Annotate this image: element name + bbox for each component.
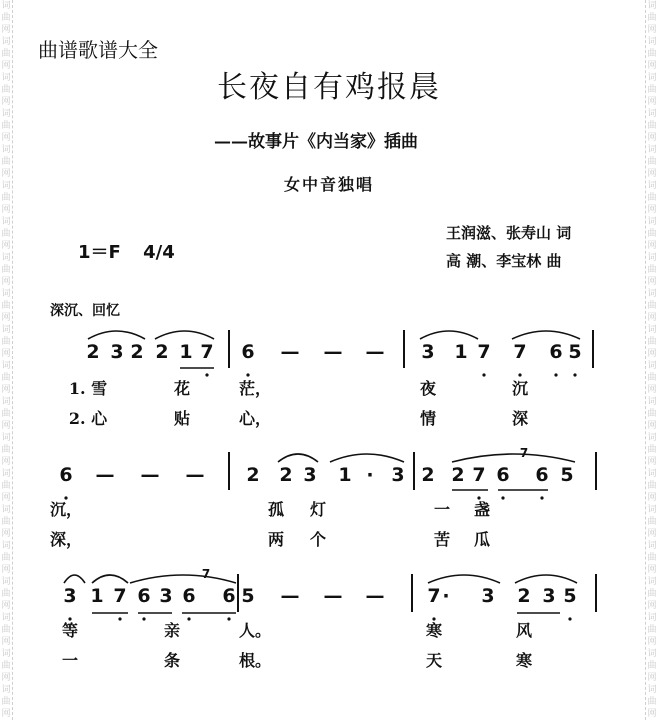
slur <box>88 331 145 339</box>
note: 3 <box>481 585 495 607</box>
note: 3 <box>542 585 556 607</box>
composer-credit: 高 潮、李宝林 曲 <box>446 252 562 270</box>
low-octave-dot <box>68 617 71 620</box>
lyric-verse-2: 天 <box>425 651 443 670</box>
note: 1 <box>90 585 104 607</box>
lyric-verse-1: 寒 <box>425 621 443 640</box>
lyric-verse-2: 2. 心 <box>68 409 108 428</box>
lyric-verse-1: 沉 <box>511 379 529 398</box>
note: 7 <box>472 464 486 486</box>
lyric-verse-2: 情 <box>419 409 437 428</box>
low-octave-dot <box>554 373 557 376</box>
slur <box>330 454 404 462</box>
lyric-verse-1: 茫， <box>238 379 272 398</box>
low-octave-dot <box>227 617 230 620</box>
note: 7 <box>513 341 527 363</box>
note: 2 <box>246 464 260 486</box>
low-octave-dot <box>518 373 521 376</box>
slur <box>515 575 577 583</box>
lyric-verse-1: 夜 <box>419 379 437 398</box>
slur <box>278 454 318 462</box>
note: 2 <box>421 464 435 486</box>
note: 7 <box>427 585 441 607</box>
note: 2 <box>451 464 465 486</box>
low-octave-dot <box>142 617 145 620</box>
note: 1 <box>179 341 193 363</box>
note: 3 <box>391 464 405 486</box>
lyric-verse-2: 苦 <box>433 530 451 549</box>
watermark-left: 词曲网词曲网词曲网词曲网词曲网词曲网词曲网词曲网词曲网词曲网词曲网词曲网词曲网词曲网词曲网词曲网词曲网词曲网词曲网词曲网 <box>0 0 13 720</box>
lyric-verse-1: 盏 <box>473 500 491 519</box>
grace-note: 7 <box>201 567 211 581</box>
note: 7 <box>113 585 127 607</box>
lyric-verse-2: 条 <box>163 651 181 670</box>
slur <box>92 575 128 583</box>
lyric-verse-1: 花 <box>173 379 191 398</box>
low-octave-dot <box>477 496 480 499</box>
low-octave-dot <box>501 496 504 499</box>
lyric-verse-1: 等 <box>61 621 79 640</box>
lyric-verse-2: 一 <box>61 651 79 670</box>
lyric-verse-1: 一 <box>433 500 451 519</box>
note: 3 <box>421 341 435 363</box>
note: · <box>366 464 374 486</box>
note: — <box>280 341 300 363</box>
note: 3 <box>110 341 124 363</box>
note: 6 <box>59 464 73 486</box>
song-title: 长夜自有鸡报晨 <box>217 70 441 105</box>
low-octave-dot <box>64 496 67 499</box>
low-octave-dot <box>432 617 435 620</box>
slur <box>420 331 478 339</box>
lyric-verse-2: 两 <box>267 530 285 549</box>
low-octave-dot <box>482 373 485 376</box>
note: · <box>442 585 450 607</box>
note: 2 <box>279 464 293 486</box>
slur <box>428 575 500 583</box>
lyric-verse-2: 瓜 <box>473 530 491 549</box>
lyricist-credit: 王润滋、张寿山 词 <box>446 224 572 242</box>
note: — <box>365 585 385 607</box>
low-octave-dot <box>246 373 249 376</box>
lyric-verse-1: 灯 <box>309 500 327 519</box>
voice-type: 女中音独唱 <box>283 175 374 194</box>
lyric-verse-1: 1. 雪 <box>68 379 108 398</box>
note: — <box>323 341 343 363</box>
lyric-verse-2: 个 <box>309 530 327 549</box>
note: 5 <box>563 585 577 607</box>
low-octave-dot <box>187 617 190 620</box>
tempo-marking: 深沉、回忆 <box>50 303 120 319</box>
lyric-verse-1: 孤 <box>267 500 285 519</box>
note: 7 <box>200 341 214 363</box>
lyric-verse-1: 人。 <box>238 621 272 640</box>
note: 1 <box>454 341 468 363</box>
note: 2 <box>130 341 144 363</box>
lyric-verse-2: 深 <box>511 409 529 428</box>
lyric-verse-1: 沉， <box>49 500 83 519</box>
note: 6 <box>137 585 151 607</box>
note: 2 <box>155 341 169 363</box>
note: 6 <box>241 341 255 363</box>
note: — <box>185 464 205 486</box>
slur <box>155 331 214 339</box>
grace-note: 7 <box>519 446 529 460</box>
low-octave-dot <box>573 373 576 376</box>
song-subtitle: ——故事片《内当家》插曲 <box>214 132 418 152</box>
slur <box>512 331 580 339</box>
note: — <box>365 341 385 363</box>
slur <box>64 575 85 583</box>
note: 6 <box>222 585 236 607</box>
note: 6 <box>182 585 196 607</box>
lyric-verse-1: 风 <box>515 621 533 640</box>
note: 1 <box>338 464 352 486</box>
site-name: 曲谱歌谱大全 <box>38 38 158 62</box>
time-signature: 4/4 <box>143 242 175 263</box>
note: 3 <box>63 585 77 607</box>
note: 5 <box>568 341 582 363</box>
note: 3 <box>303 464 317 486</box>
note: 2 <box>86 341 100 363</box>
lyric-verse-2: 根。 <box>238 651 272 670</box>
note: 5 <box>560 464 574 486</box>
note: 5 <box>241 585 255 607</box>
lyric-verse-2: 心， <box>238 409 272 428</box>
lyric-verse-2: 深， <box>49 530 83 549</box>
note: — <box>140 464 160 486</box>
lyric-verse-2: 贴 <box>173 409 191 428</box>
note: 7 <box>477 341 491 363</box>
slur <box>452 454 575 462</box>
watermark-right: 词曲网词曲网词曲网词曲网词曲网词曲网词曲网词曲网词曲网词曲网词曲网词曲网词曲网词曲网词曲网词曲网词曲网词曲网词曲网词曲网 <box>645 0 658 720</box>
note: 6 <box>549 341 563 363</box>
low-octave-dot <box>205 373 208 376</box>
note: 2 <box>517 585 531 607</box>
note: 6 <box>535 464 549 486</box>
lyric-verse-2: 寒 <box>515 651 533 670</box>
note: — <box>95 464 115 486</box>
slur <box>130 575 236 583</box>
note: 3 <box>159 585 173 607</box>
low-octave-dot <box>118 617 121 620</box>
note: 6 <box>496 464 510 486</box>
note: — <box>280 585 300 607</box>
low-octave-dot <box>568 617 571 620</box>
lyric-verse-1: 亲 <box>163 621 181 640</box>
note: — <box>323 585 343 607</box>
low-octave-dot <box>540 496 543 499</box>
key-label: 1＝F <box>78 242 121 263</box>
